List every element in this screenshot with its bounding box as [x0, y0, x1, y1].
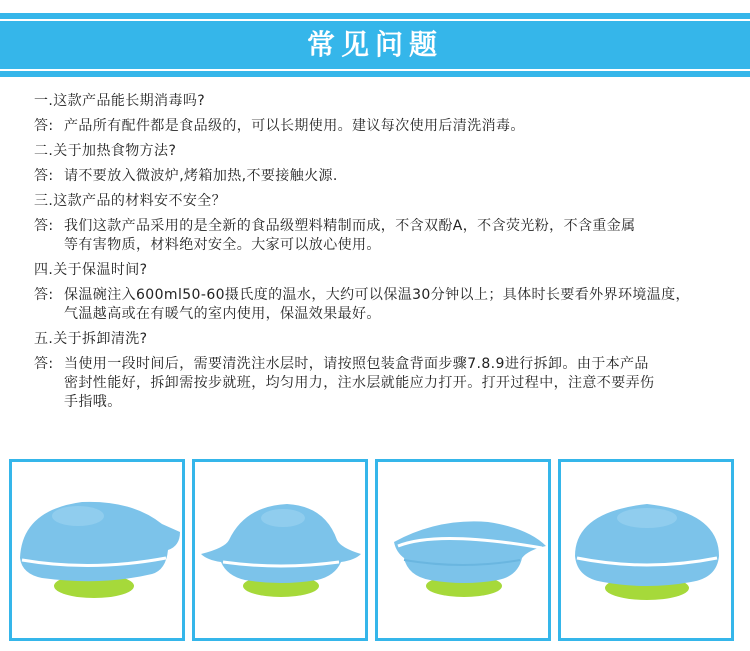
answer-5 — [34, 355, 746, 412]
answer-text-cont: 气温越高或在有暖气的室内使用，保温效果最好。 — [64, 306, 381, 322]
answer-1 — [34, 117, 746, 136]
question-1: 一.这款产品能长期消毒吗? — [34, 93, 206, 109]
page-title: 常见问题 — [306, 28, 443, 61]
question-2: 二.关于加热食物方法? — [34, 143, 177, 159]
answer-label: 答: — [34, 218, 54, 234]
bowl-photo-angled — [375, 459, 551, 641]
bowl-photo-side — [192, 459, 368, 641]
question-4: 四.关于保温时间? — [34, 262, 148, 278]
question-5: 五.关于拆卸清洗? — [34, 331, 148, 347]
faq-list — [34, 92, 746, 418]
answer-text: 保温碗注入600ml50-60摄氏度的温水，大约可以保温30分钟以上；具体时长要看外界环境温度， — [64, 287, 690, 303]
answer-text-cont: 等有害物质，材料绝对安全。大家可以放心使用。 — [64, 237, 381, 253]
answer-text: 产品所有配件都是食品级的，可以长期使用。建议每次使用后清洗消毒。 — [64, 118, 525, 134]
answer-label: 答: — [34, 118, 54, 134]
product-photos — [9, 459, 741, 639]
answer-3 — [34, 217, 746, 255]
answer-label: 答: — [34, 356, 54, 372]
answer-text: 当使用一段时间后，需要清洗注水层时，请按照包装盒背面步骤7.8.9进行拆卸。由于本产品 — [64, 356, 649, 372]
answer-text-cont: 密封性能好，拆卸需按步就班，均匀用力，注水层就能应力打开。打开过程中，注意不要弄伤 — [64, 375, 655, 391]
bowl-photo-round — [558, 459, 734, 641]
bowl-photo-front — [9, 459, 185, 641]
answer-4 — [34, 286, 746, 324]
answer-text-cont: 手指哦。 — [64, 394, 122, 410]
answer-2 — [34, 167, 746, 186]
question-3: 三.这款产品的材料安不安全？ — [34, 193, 227, 209]
header-banner — [0, 13, 750, 77]
banner-bottom-rule — [0, 69, 750, 71]
answer-text: 请不要放入微波炉,烤箱加热,不要接触火源. — [64, 168, 338, 184]
answer-text: 我们这款产品采用的是全新的食品级塑料精制而成，不含双酚A，不含荧光粉，不含重金属 — [64, 218, 636, 234]
answer-label: 答: — [34, 287, 54, 303]
answer-label: 答: — [34, 168, 54, 184]
